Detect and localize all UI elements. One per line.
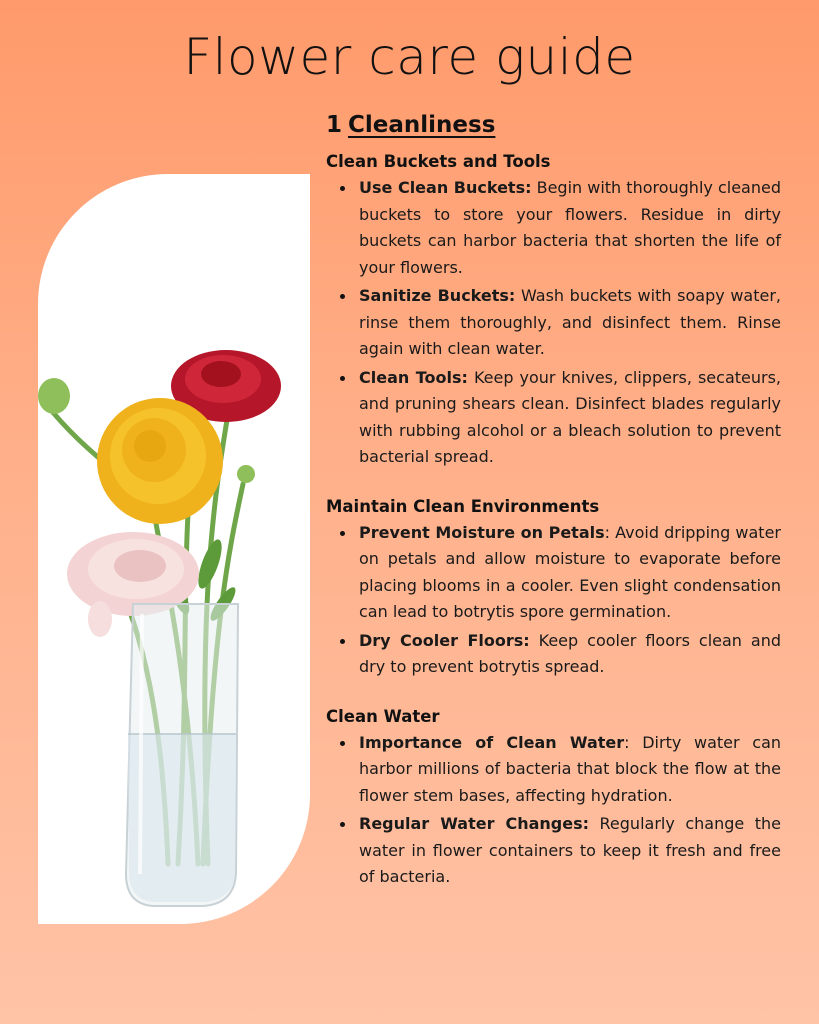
vase-icon (126, 604, 238, 906)
list-item (359, 628, 781, 681)
flower-vase-illustration (38, 174, 310, 924)
item-term: Clean Tools: (359, 367, 468, 387)
bullet-list (326, 520, 781, 681)
list-item (359, 283, 781, 363)
page-title: Flower care guide (183, 28, 636, 86)
list-item (359, 730, 781, 810)
item-term: Prevent Moisture on Petals (359, 522, 605, 542)
item-text: Regularly change the water in flower containers to keep it fresh and free of bacteria. (359, 814, 781, 886)
group-clean-buckets-and-tools (326, 152, 781, 471)
section-number: 1 (326, 112, 343, 138)
item-text: : Dirty water can harbor millions of bacteria that block the flow at the flower stem bases, affecting hydration. (359, 732, 782, 805)
item-text: Keep cooler floors clean and dry to prevent botrytis spread. (359, 630, 781, 676)
subsection-heading: Clean Water (326, 706, 440, 726)
group-clean-water (326, 707, 781, 891)
list-item (359, 811, 781, 891)
section-heading (326, 112, 781, 138)
item-text: Keep your knives, clippers, secateurs, and pruning shears clean. Disinfect blades regularly with rubbing alcohol or a bleach solution to prevent bacterial spread. (359, 367, 782, 466)
item-term: Use Clean Buckets: (359, 178, 532, 197)
list-item (359, 365, 781, 471)
item-text: Begin with thoroughly cleaned buckets to store your flowers. Residue in dirty buckets can harbor bacteria that shorten the life of your flowers. (359, 178, 781, 277)
bud-icon (38, 378, 70, 414)
bullet-list (326, 730, 781, 891)
item-term: Importance of Clean Water (359, 732, 625, 752)
flower-vase-image (38, 174, 310, 924)
item-text: : Avoid dripping water on petals and allow moisture to evaporate before placing blooms in a cooler. Even slight condensation can lead to botrytis spore germination. (359, 522, 781, 621)
subsection-heading: Clean Buckets and Tools (326, 152, 551, 171)
subsection-heading: Maintain Clean Environments (326, 496, 600, 516)
guide-content (326, 112, 781, 917)
section-name: Cleanliness (348, 112, 496, 138)
item-term: Dry Cooler Floors: (359, 630, 530, 650)
item-text: Wash buckets with soapy water, rinse them thoroughly, and disinfect them. Rinse again with clean water. (359, 286, 782, 358)
item-term: Sanitize Buckets: (359, 286, 516, 305)
item-term: Regular Water Changes: (359, 814, 590, 833)
list-item (359, 175, 781, 281)
group-maintain-clean-environments (326, 497, 781, 681)
list-item (359, 520, 781, 626)
yellow-flower-icon (97, 398, 223, 524)
bullet-list (326, 175, 781, 471)
